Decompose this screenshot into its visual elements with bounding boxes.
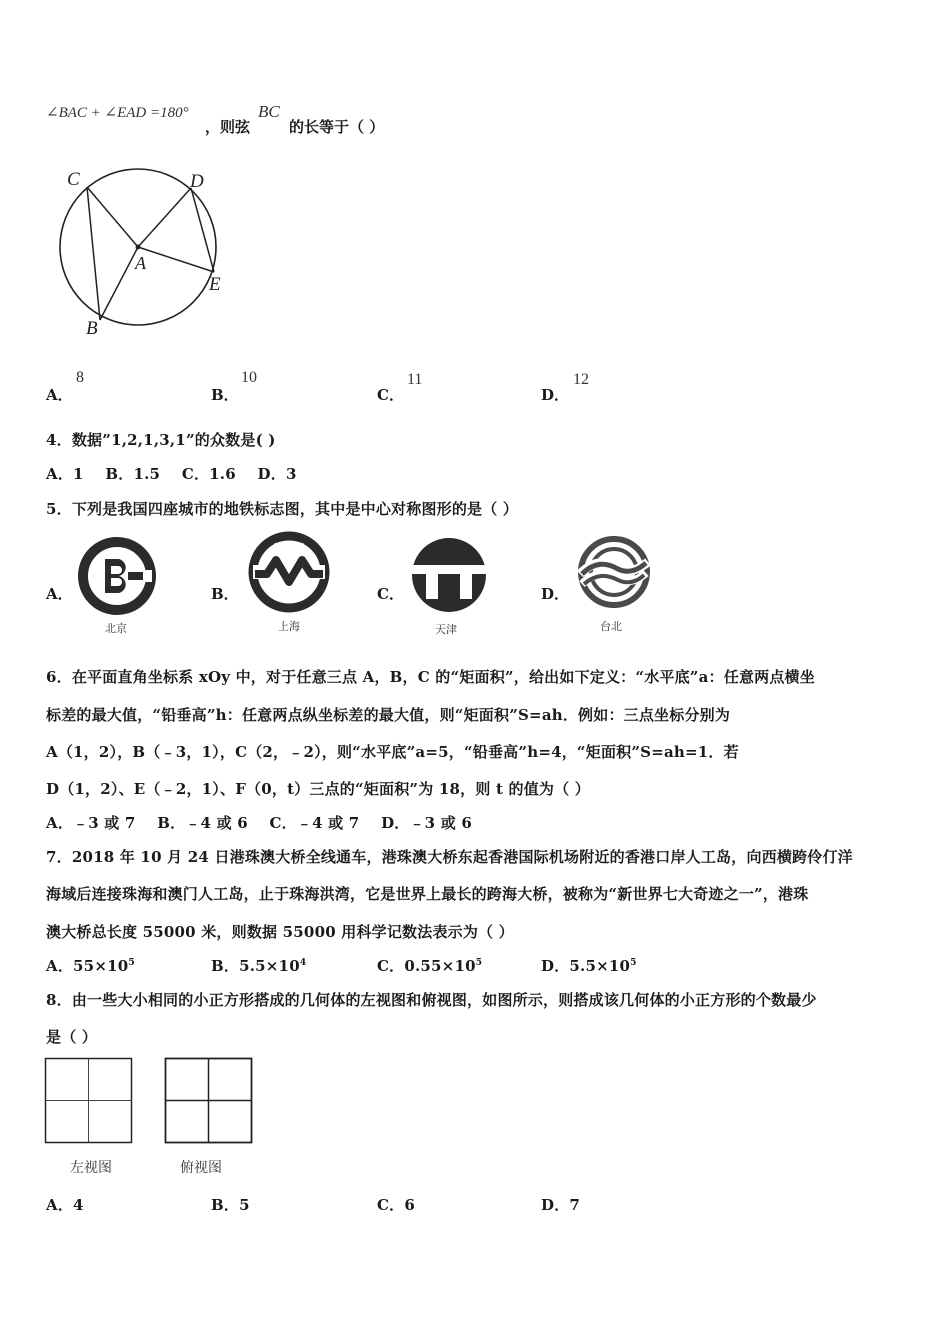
q6-line-1: 6．在平面直角坐标系 xOy 中，对于任意三点 A，B，C 的“矩面积”，给出如下定义：“水平底”a：任意两点横坐 <box>46 668 815 686</box>
q3-option-d-value: 12 <box>573 371 589 388</box>
q4-stem: 4．数据”1,2,1,3,1”的众数是( ) <box>46 431 276 449</box>
q8-option-a-value: 4 <box>73 1196 84 1214</box>
q7-option-c-label: C． <box>377 957 405 975</box>
top-view-caption: 俯视图 <box>180 1160 222 1176</box>
label-d: D <box>190 171 204 192</box>
q5-option-c-label: C． <box>377 585 404 603</box>
q7-option-a-label: A． <box>46 957 74 975</box>
chord-cb <box>87 187 100 320</box>
q5-caption-a: 北京 <box>105 622 127 635</box>
q7-option-c-exp: 5 <box>475 958 483 968</box>
center-point <box>136 245 141 250</box>
q7-line-2: 海域后连接珠海和澳门人工岛，止于珠海洪湾，它是世界上最长的跨海大桥，被称为“新世界七大奇迹之一”，港珠 <box>46 885 809 903</box>
q7-option-d-label: D． <box>541 957 570 975</box>
q3-mid-text: ，则弦 <box>205 118 251 136</box>
q3-option-a-value: 8 <box>76 369 84 386</box>
q3-formula: ∠BAC + ∠EAD =180° <box>46 105 189 121</box>
q8-line-1: 8．由一些大小相同的小正方形搭成的几何体的左视图和俯视图，如图所示，则搭成该几何体的小正方形的个数最少 <box>46 991 817 1009</box>
q5-caption-c: 天津 <box>435 623 457 636</box>
q8-line-2: 是（ ） <box>46 1028 98 1046</box>
chord-de <box>191 188 214 272</box>
q5-caption-d: 台北 <box>600 620 622 633</box>
label-c: C <box>67 169 80 190</box>
q7-line-1: 7．2018 年 10 月 24 日港珠澳大桥全线通车，港珠澳大桥东起香港国际机场附近的香港口岸人工岛，向西横跨伶仃洋 <box>46 848 853 866</box>
q7-option-a <box>46 955 135 976</box>
q6-line-3: A（1，2），B（﹣3，1），C（2，﹣2），则“水平底”a=5，“铅垂高”h=4，“矩面积”S=ah=1．若 <box>46 743 739 761</box>
q7-option-d-base: 5.5×10 <box>569 957 631 975</box>
left-view-figure <box>44 1057 134 1145</box>
q3-tail-text: 的长等于（ ） <box>289 118 385 136</box>
q5-option-b-label: B． <box>211 585 239 603</box>
shanghai-metro-logo <box>247 530 331 614</box>
q3-option-a-label: A． <box>46 386 73 404</box>
beijing-metro-logo <box>78 537 156 615</box>
q5-option-d-label: D． <box>541 585 570 603</box>
q7-option-a-exp: 5 <box>128 958 135 968</box>
q8-option-c <box>377 1194 415 1215</box>
q8-option-b-value: 5 <box>239 1196 250 1214</box>
q4-options: A．1 B．1.5 C．1.6 D．3 <box>46 465 297 483</box>
label-a: A <box>135 253 146 273</box>
q3-circle-figure <box>50 162 235 342</box>
q8-option-d <box>541 1194 580 1215</box>
chord-ca <box>87 187 138 247</box>
q3-option-b-value: 10 <box>241 369 257 386</box>
q8-option-b <box>211 1194 250 1215</box>
q7-option-b <box>211 955 306 976</box>
q7-option-b-label: B． <box>211 957 240 975</box>
taipei-metro-logo <box>574 534 654 610</box>
chord-ab <box>100 247 138 320</box>
q8-option-b-label: B． <box>211 1196 240 1214</box>
q7-option-c <box>377 955 482 976</box>
q6-line-4: D（1，2）、E（﹣2，1）、F（0，t）三点的“矩面积”为 18，则 t 的值为（ ） <box>46 780 590 798</box>
q8-option-a-label: A． <box>46 1196 74 1214</box>
q7-option-d-exp: 5 <box>630 958 637 968</box>
q7-option-d <box>541 955 637 976</box>
q7-option-a-base: 55×10 <box>73 957 129 975</box>
q3-option-d-label: D． <box>541 386 570 404</box>
q7-option-b-base: 5.5×10 <box>239 957 300 975</box>
label-b: B <box>86 318 98 339</box>
label-e: E <box>209 274 221 295</box>
q8-option-d-value: 7 <box>569 1196 581 1214</box>
q3-chord: BC <box>258 102 280 121</box>
q3-option-c-value: 11 <box>407 371 423 388</box>
q8-option-d-label: D． <box>541 1196 570 1214</box>
q8-option-c-value: 6 <box>404 1196 415 1214</box>
q6-line-2: 标差的最大值，“铅垂高”h：任意两点纵坐标差的最大值，则“矩面积”S=ah．例如：三点坐标分别为 <box>46 706 731 724</box>
q8-option-c-label: C． <box>377 1196 405 1214</box>
q3-option-c-label: C． <box>377 386 404 404</box>
q3-option-b-label: B． <box>211 386 239 404</box>
q7-option-c-base: 0.55×10 <box>404 957 476 975</box>
left-view-caption: 左视图 <box>70 1160 112 1176</box>
tianjin-metro-logo <box>409 535 489 615</box>
q8-option-a <box>46 1194 84 1215</box>
chord-ad <box>138 188 191 247</box>
top-view-figure <box>164 1057 254 1145</box>
q7-option-b-exp: 4 <box>299 958 307 968</box>
q7-line-3: 澳大桥总长度 55000 米，则数据 55000 用科学记数法表示为（ ） <box>46 923 514 941</box>
q6-options: A．﹣3 或 7 B．﹣4 或 6 C．﹣4 或 7 D．﹣3 或 6 <box>46 814 473 832</box>
q5-stem: 5．下列是我国四座城市的地铁标志图，其中是中心对称图形的是（ ） <box>46 500 519 518</box>
q5-caption-b: 上海 <box>278 620 300 633</box>
q5-option-a-label: A． <box>46 585 73 603</box>
chord-ae <box>138 247 214 272</box>
